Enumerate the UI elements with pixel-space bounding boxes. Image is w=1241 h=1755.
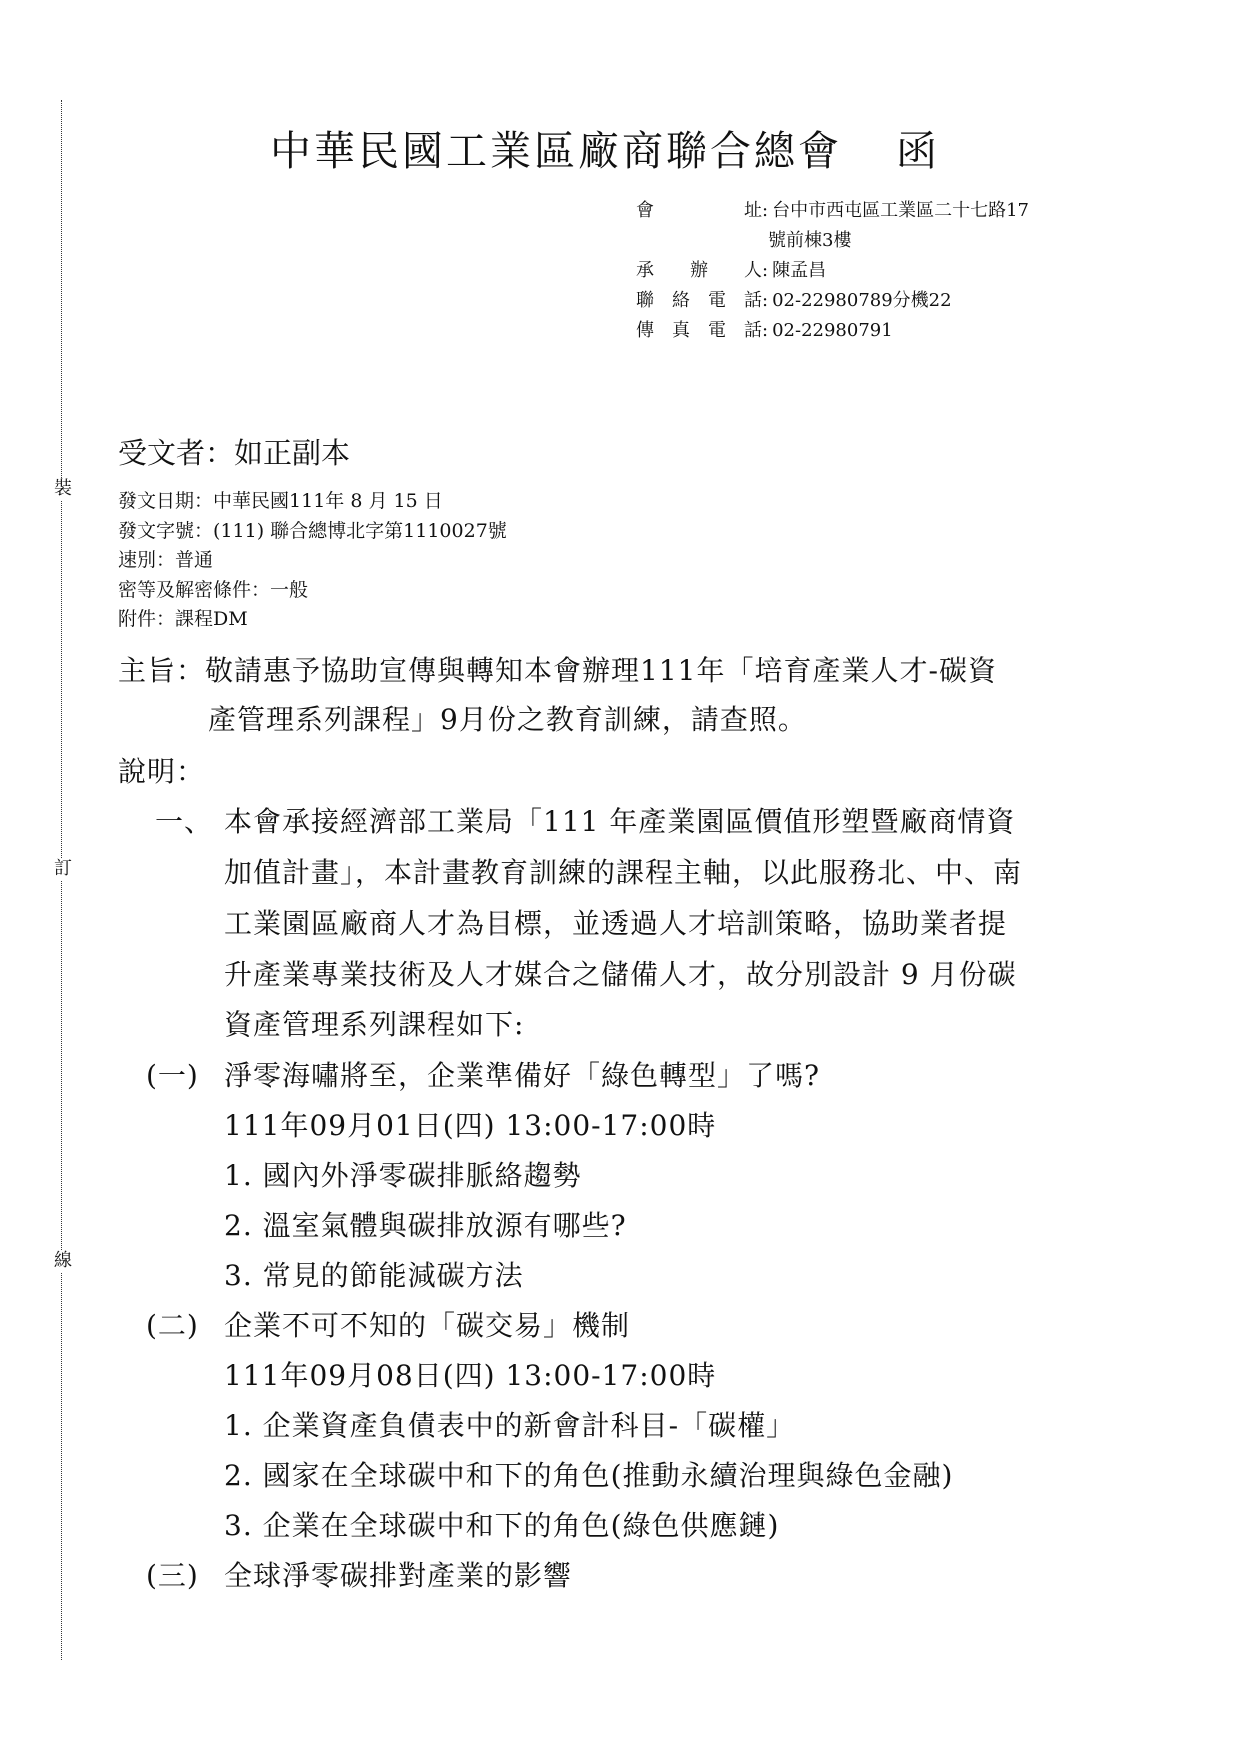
item-1-line: 升產業專業技術及人才媒合之儲備人才，故分別設計 9 月份碳 (224, 958, 1017, 991)
explanation-label: 說明： (118, 755, 206, 788)
recipient: 受文者：如正副本 (118, 436, 351, 470)
binding-mark-ding: 訂 (54, 858, 72, 879)
fax-label: 傳 真 電 話 (636, 320, 762, 341)
attachment-value: 課程DM (175, 608, 248, 630)
handler-value: 陳孟昌 (772, 260, 827, 281)
date-row: 發文日期：中華民國111年 8 月 15 日 (118, 490, 443, 512)
phone-label: 聯 絡 電 話 (636, 290, 762, 311)
classification-label: 密等及解密條件 (118, 578, 252, 601)
speed-value: 普通 (175, 549, 214, 571)
handler-label: 承 辦 人 (636, 260, 762, 281)
course-2-topic: 2. 國家在全球碳中和下的角色(推動永續治理與綠色金融) (224, 1459, 954, 1492)
address-value-2: 號前棟3樓 (768, 230, 852, 251)
course-3-title: 全球淨零碳排對產業的影響 (224, 1559, 573, 1592)
handler-row: 承 辦 人 : 陳孟昌 (636, 256, 1029, 286)
attachment-label: 附件 (118, 608, 157, 630)
document-meta (118, 487, 507, 635)
date-label: 發文日期 (118, 490, 195, 512)
address-label: 會 址 (636, 200, 762, 221)
subject-line-2: 產管理系列課程」9月份之教育訓練，請查照。 (208, 703, 807, 736)
phone-row: 聯 絡 電 話 : 02-22980789分機22 (636, 286, 1029, 316)
item-1-line: 加值計畫」，本計畫教育訓練的課程主軸，以此服務北、中、南 (224, 856, 1023, 889)
address-row: 會 址 : 台中市西屯區工業區二十七路17 (636, 196, 1029, 226)
number-label: 發文字號 (118, 519, 195, 542)
number-value: (111) 聯合總博北字第1110027號 (213, 519, 507, 542)
classification-value: 一般 (270, 578, 309, 601)
sender-info (636, 196, 1029, 346)
course-2-title: 企業不可不知的「碳交易」機制 (224, 1309, 631, 1342)
course-1-topic: 2. 溫室氣體與碳排放源有哪些? (224, 1209, 627, 1242)
course-3-number: (三) (146, 1559, 199, 1592)
number-row: 發文字號：(111) 聯合總博北字第1110027號 (118, 519, 507, 542)
fax-row: 傳 真 電 話 : 02-22980791 (636, 316, 1029, 346)
letter-title (270, 118, 940, 177)
classification-row: 密等及解密條件：一般 (118, 578, 309, 601)
speed-row: 速別：普通 (118, 549, 214, 571)
binding-line (61, 100, 62, 1660)
course-1-topic: 3. 常見的節能減碳方法 (224, 1259, 524, 1292)
course-2-topic: 3. 企業在全球碳中和下的角色(綠色供應鏈) (224, 1509, 780, 1542)
recipient-label: 受文者 (118, 436, 206, 470)
item-1-line: 本會承接經濟部工業局「111 年產業園區價值形塑暨廠商情資 (224, 805, 1016, 838)
item-1-number: 一、 (155, 805, 214, 838)
subject-label: 主旨 (118, 654, 177, 687)
course-2-time: 111年09月08日(四) 13:00-17:00時 (224, 1359, 717, 1392)
binding-mark-zhuang: 裝 (54, 478, 72, 499)
recipient-value: 如正副本 (234, 436, 351, 470)
binding-mark-xian: 線 (54, 1250, 72, 1271)
course-1-number: (一) (146, 1059, 199, 1092)
item-1-line: 資產管理系列課程如下: (224, 1008, 525, 1041)
address-value: 台中市西屯區工業區二十七路17 (772, 200, 1029, 221)
course-2-topic: 1. 企業資產負債表中的新會計科目-「碳權」 (224, 1409, 796, 1442)
course-1-title: 淨零海嘯將至，企業準備好「綠色轉型」了嗎? (224, 1059, 821, 1092)
subject-line-1: 主旨：敬請惠予協助宣傳與轉知本會辦理111年「培育產業人才-碳資 (118, 654, 997, 687)
attachment-row: 附件：課程DM (118, 608, 248, 630)
document-type: 函 (896, 127, 940, 175)
course-1-time: 111年09月01日(四) 13:00-17:00時 (224, 1109, 717, 1142)
address-row-2 (636, 226, 1029, 256)
subject-text-1: 敬請惠予協助宣傳與轉知本會辦理111年「培育產業人才-碳資 (205, 654, 997, 687)
speed-label: 速別 (118, 549, 157, 571)
organization-name: 中華民國工業區廠商聯合總會 (270, 127, 842, 175)
course-2-number: (二) (146, 1309, 199, 1342)
phone-value: 02-22980789分機22 (772, 290, 952, 311)
fax-value: 02-22980791 (772, 320, 893, 341)
date-value: 中華民國111年 8 月 15 日 (213, 490, 443, 512)
course-1-topic: 1. 國內外淨零碳排脈絡趨勢 (224, 1159, 582, 1192)
item-1-line: 工業園區廠商人才為目標，並透過人才培訓策略，協助業者提 (224, 907, 1008, 940)
